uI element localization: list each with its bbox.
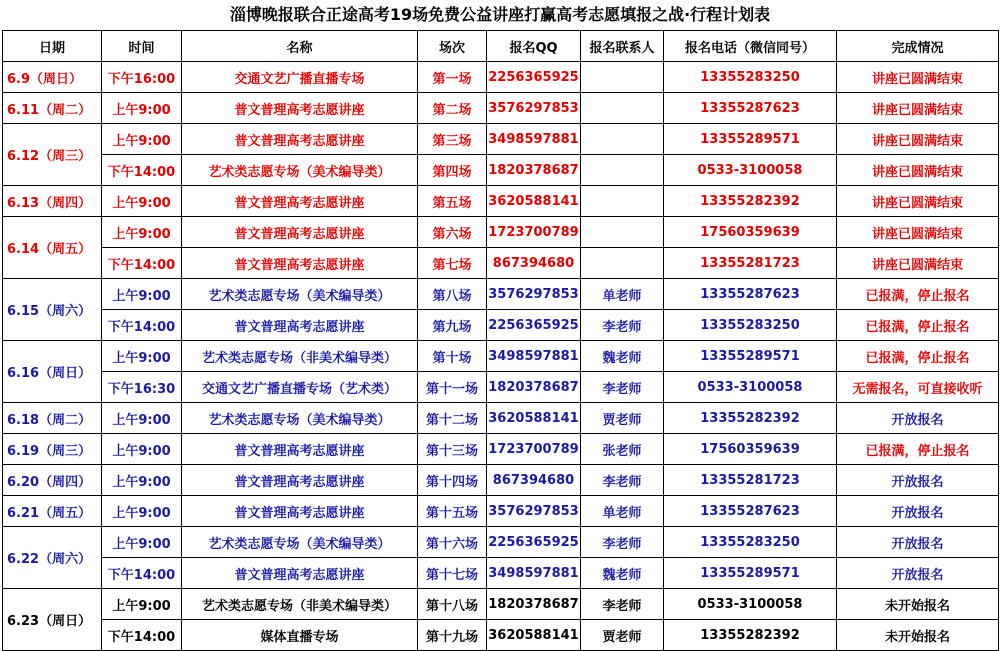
contact-cell (581, 217, 664, 248)
phone-cell: 13355283250 (664, 310, 837, 341)
qq-cell: 1820378687 (487, 372, 581, 403)
contact-cell: 李老师 (581, 589, 664, 620)
name-cell: 普文普理高考志愿讲座 (182, 93, 418, 124)
status-cell: 开放报名 (837, 558, 999, 589)
table-row (3, 124, 999, 155)
session-cell: 第九场 (418, 310, 487, 341)
time-cell: 下午14:00 (102, 155, 182, 186)
table-row (3, 403, 999, 434)
time-cell: 上午9:00 (102, 589, 182, 620)
qq-cell: 1820378687 (487, 155, 581, 186)
session-cell: 第七场 (418, 248, 487, 279)
name-cell: 普文普理高考志愿讲座 (182, 434, 418, 465)
qq-cell: 3498597881 (487, 124, 581, 155)
name-cell: 艺术类志愿专场（非美术编导类） (182, 589, 418, 620)
name-cell: 艺术类志愿专场（美术编导类） (182, 279, 418, 310)
phone-cell: 0533-3100058 (664, 155, 837, 186)
session-cell: 第八场 (418, 279, 487, 310)
contact-cell: 李老师 (581, 465, 664, 496)
status-cell: 讲座已圆满结束 (837, 62, 999, 93)
name-cell: 媒体直播专场 (182, 620, 418, 651)
table-row (3, 62, 999, 93)
table-row (3, 558, 999, 589)
phone-cell: 13355287623 (664, 496, 837, 527)
status-cell: 开放报名 (837, 403, 999, 434)
header-time: 时间 (102, 31, 182, 62)
phone-cell: 0533-3100058 (664, 372, 837, 403)
date-cell: 6.12（周三） (3, 124, 102, 186)
qq-cell: 2256365925 (487, 310, 581, 341)
qq-cell: 3576297853 (487, 496, 581, 527)
header-qq: 报名QQ (487, 31, 581, 62)
phone-cell: 13355287623 (664, 93, 837, 124)
contact-cell: 张老师 (581, 434, 664, 465)
qq-cell: 3498597881 (487, 558, 581, 589)
header-name: 名称 (182, 31, 418, 62)
name-cell: 普文普理高考志愿讲座 (182, 217, 418, 248)
date-cell: 6.11（周二） (3, 93, 102, 124)
name-cell: 普文普理高考志愿讲座 (182, 124, 418, 155)
time-cell: 上午9:00 (102, 279, 182, 310)
header-status: 完成情况 (837, 31, 999, 62)
time-cell: 下午14:00 (102, 620, 182, 651)
contact-cell (581, 248, 664, 279)
status-cell: 已报满，停止报名 (837, 279, 999, 310)
table-body (3, 62, 999, 651)
status-cell: 已报满，停止报名 (837, 310, 999, 341)
status-cell: 讲座已圆满结束 (837, 155, 999, 186)
status-cell: 开放报名 (837, 527, 999, 558)
qq-cell: 3620588141 (487, 186, 581, 217)
name-cell: 普文普理高考志愿讲座 (182, 496, 418, 527)
contact-cell: 贾老师 (581, 403, 664, 434)
time-cell: 上午9:00 (102, 341, 182, 372)
contact-cell (581, 186, 664, 217)
contact-cell (581, 124, 664, 155)
phone-cell: 17560359639 (664, 217, 837, 248)
status-cell: 无需报名，可直接收听 (837, 372, 999, 403)
contact-cell: 魏老师 (581, 558, 664, 589)
date-cell: 6.22（周六） (3, 527, 102, 589)
session-cell: 第五场 (418, 186, 487, 217)
time-cell: 上午9:00 (102, 496, 182, 527)
name-cell: 艺术类志愿专场（美术编导类） (182, 403, 418, 434)
session-cell: 第十七场 (418, 558, 487, 589)
session-cell: 第四场 (418, 155, 487, 186)
status-cell: 讲座已圆满结束 (837, 248, 999, 279)
date-cell: 6.20（周四） (3, 465, 102, 496)
session-cell: 第十九场 (418, 620, 487, 651)
time-cell: 下午16:00 (102, 62, 182, 93)
name-cell: 普文普理高考志愿讲座 (182, 186, 418, 217)
qq-cell: 1820378687 (487, 589, 581, 620)
time-cell: 下午16:30 (102, 372, 182, 403)
qq-cell: 2256365925 (487, 62, 581, 93)
header-contact: 报名联系人 (581, 31, 664, 62)
phone-cell: 13355283250 (664, 62, 837, 93)
time-cell: 下午14:00 (102, 310, 182, 341)
status-cell: 讲座已圆满结束 (837, 186, 999, 217)
phone-cell: 13355281723 (664, 465, 837, 496)
phone-cell: 13355281723 (664, 248, 837, 279)
session-cell: 第二场 (418, 93, 487, 124)
status-cell: 开放报名 (837, 496, 999, 527)
time-cell: 上午9:00 (102, 465, 182, 496)
session-cell: 第十二场 (418, 403, 487, 434)
qq-cell: 867394680 (487, 465, 581, 496)
time-cell: 上午9:00 (102, 186, 182, 217)
name-cell: 普文普理高考志愿讲座 (182, 248, 418, 279)
status-cell: 开放报名 (837, 465, 999, 496)
header-phone: 报名电话（微信同号） (664, 31, 837, 62)
table-row (3, 620, 999, 651)
session-cell: 第十三场 (418, 434, 487, 465)
phone-cell: 13355282392 (664, 403, 837, 434)
time-cell: 上午9:00 (102, 434, 182, 465)
name-cell: 交通文艺广播直播专场（艺术类） (182, 372, 418, 403)
date-cell: 6.21（周五） (3, 496, 102, 527)
contact-cell (581, 155, 664, 186)
contact-cell: 李老师 (581, 310, 664, 341)
qq-cell: 2256365925 (487, 527, 581, 558)
name-cell: 交通文艺广播直播专场 (182, 62, 418, 93)
session-cell: 第六场 (418, 217, 487, 248)
name-cell: 艺术类志愿专场（美术编导类） (182, 527, 418, 558)
status-cell: 已报满，停止报名 (837, 434, 999, 465)
table-header-row (3, 31, 999, 62)
time-cell: 下午14:00 (102, 558, 182, 589)
table-row (3, 279, 999, 310)
contact-cell: 单老师 (581, 496, 664, 527)
phone-cell: 13355282392 (664, 186, 837, 217)
qq-cell: 3498597881 (487, 341, 581, 372)
status-cell: 未开始报名 (837, 620, 999, 651)
session-cell: 第十四场 (418, 465, 487, 496)
session-cell: 第十五场 (418, 496, 487, 527)
contact-cell (581, 62, 664, 93)
date-cell: 6.14（周五） (3, 217, 102, 279)
name-cell: 普文普理高考志愿讲座 (182, 465, 418, 496)
table-row (3, 155, 999, 186)
table-row (3, 248, 999, 279)
contact-cell: 李老师 (581, 527, 664, 558)
session-cell: 第十场 (418, 341, 487, 372)
header-date: 日期 (3, 31, 102, 62)
qq-cell: 3620588141 (487, 403, 581, 434)
phone-cell: 13355289571 (664, 558, 837, 589)
status-cell: 讲座已圆满结束 (837, 124, 999, 155)
phone-cell: 17560359639 (664, 434, 837, 465)
contact-cell: 李老师 (581, 372, 664, 403)
table-row (3, 93, 999, 124)
session-cell: 第一场 (418, 62, 487, 93)
table-row (3, 310, 999, 341)
contact-cell: 单老师 (581, 279, 664, 310)
status-cell: 未开始报名 (837, 589, 999, 620)
name-cell: 普文普理高考志愿讲座 (182, 558, 418, 589)
table-row (3, 217, 999, 248)
name-cell: 艺术类志愿专场（美术编导类） (182, 155, 418, 186)
time-cell: 上午9:00 (102, 527, 182, 558)
session-cell: 第十八场 (418, 589, 487, 620)
contact-cell: 魏老师 (581, 341, 664, 372)
qq-cell: 1723700789 (487, 217, 581, 248)
qq-cell: 3620588141 (487, 620, 581, 651)
status-cell: 讲座已圆满结束 (837, 93, 999, 124)
table-row (3, 589, 999, 620)
time-cell: 上午9:00 (102, 403, 182, 434)
table-row (3, 465, 999, 496)
session-cell: 第十一场 (418, 372, 487, 403)
date-cell: 6.13（周四） (3, 186, 102, 217)
contact-cell (581, 93, 664, 124)
header-session: 场次 (418, 31, 487, 62)
date-cell: 6.15（周六） (3, 279, 102, 341)
table-row (3, 372, 999, 403)
date-cell: 6.9（周日） (3, 62, 102, 93)
date-cell: 6.19（周三） (3, 434, 102, 465)
phone-cell: 13355289571 (664, 341, 837, 372)
time-cell: 下午14:00 (102, 248, 182, 279)
session-cell: 第十六场 (418, 527, 487, 558)
session-cell: 第三场 (418, 124, 487, 155)
date-cell: 6.16（周日） (3, 341, 102, 403)
qq-cell: 1723700789 (487, 434, 581, 465)
contact-cell: 贾老师 (581, 620, 664, 651)
table-row (3, 341, 999, 372)
schedule-table (2, 30, 999, 651)
date-cell: 6.18（周二） (3, 403, 102, 434)
table-row (3, 186, 999, 217)
phone-cell: 13355289571 (664, 124, 837, 155)
name-cell: 艺术类志愿专场（非美术编导类） (182, 341, 418, 372)
qq-cell: 3576297853 (487, 93, 581, 124)
phone-cell: 13355287623 (664, 279, 837, 310)
table-row (3, 434, 999, 465)
time-cell: 上午9:00 (102, 217, 182, 248)
table-row (3, 496, 999, 527)
qq-cell: 3576297853 (487, 279, 581, 310)
time-cell: 上午9:00 (102, 124, 182, 155)
qq-cell: 867394680 (487, 248, 581, 279)
page-title: 淄博晚报联合正途高考19场免费公益讲座打赢高考志愿填报之战·行程计划表 (229, 5, 771, 24)
name-cell: 普文普理高考志愿讲座 (182, 310, 418, 341)
status-cell: 讲座已圆满结束 (837, 217, 999, 248)
time-cell: 上午9:00 (102, 93, 182, 124)
table-row (3, 527, 999, 558)
date-cell: 6.23（周日） (3, 589, 102, 651)
status-cell: 已报满，停止报名 (837, 341, 999, 372)
phone-cell: 13355282392 (664, 620, 837, 651)
phone-cell: 0533-3100058 (664, 589, 837, 620)
phone-cell: 13355283250 (664, 527, 837, 558)
